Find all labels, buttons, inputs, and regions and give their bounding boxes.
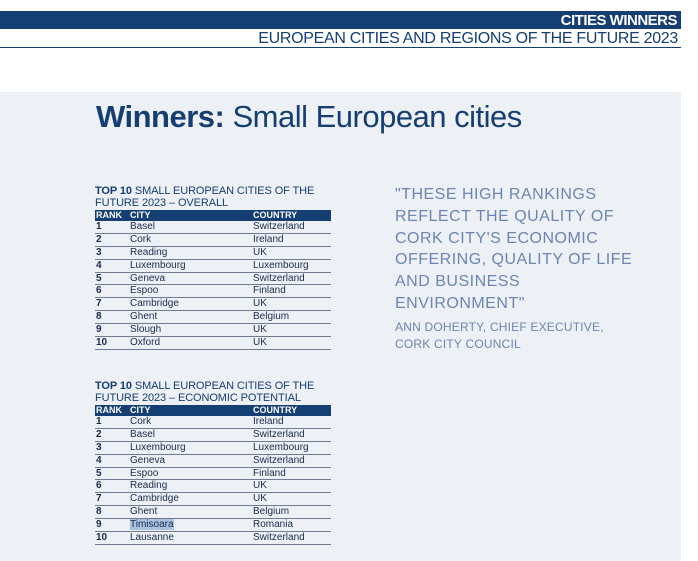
- column-header-rank: RANK: [96, 210, 122, 220]
- rank-cell: [95, 506, 130, 518]
- country-cell: [253, 455, 331, 467]
- city-cell-text: Cork: [130, 416, 152, 427]
- city-cell-text: Cambridge: [130, 493, 179, 505]
- city-cell: [130, 285, 253, 297]
- city-cell: [130, 455, 253, 467]
- country-cell-text: Finland: [253, 285, 286, 297]
- table-header: [95, 210, 331, 221]
- table-title-rest: SMALL EUROPEAN CITIES OF THE FUTURE 2023 – ECONOMIC POTENTIAL: [95, 380, 315, 404]
- country-cell: [253, 429, 331, 441]
- country-cell-text: Luxembourg: [253, 259, 309, 271]
- country-cell: [253, 532, 331, 544]
- rank-cell-text: 3: [96, 441, 102, 453]
- column-header-rank: RANK: [96, 405, 122, 415]
- table-row: [95, 532, 331, 545]
- country-cell-text: UK: [253, 337, 267, 349]
- city-cell-text: Luxembourg: [130, 441, 186, 453]
- country-cell-text: Switzerland: [253, 272, 305, 284]
- table-row: [95, 298, 331, 311]
- rank-cell-text: 4: [96, 259, 102, 271]
- country-cell-text: Belgium: [253, 506, 290, 518]
- column-header-city: CITY: [130, 405, 151, 415]
- country-cell: [253, 480, 331, 492]
- country-cell: [253, 221, 331, 233]
- table-title-rest: SMALL EUROPEAN CITIES OF THE FUTURE 2023 – OVERALL: [95, 185, 315, 209]
- country-cell: [253, 519, 331, 531]
- city-cell-text: Espoo: [130, 467, 159, 479]
- header-title: CITIES WINNERS: [560, 12, 677, 29]
- country-cell: [253, 337, 331, 349]
- pull-quote: "THESE HIGH RANKINGS REFLECT THE QUALITY OF CORK CITY'S ECONOMIC OFFERING, QUALITY OF LIFE AND BUSINESS ENVIRONMENT": [395, 186, 633, 312]
- table-title-bold: TOP 10: [95, 185, 132, 197]
- country-cell-text: UK: [253, 493, 267, 505]
- page-title-light: Small European cities: [232, 99, 522, 134]
- city-cell-text: Timisoara: [130, 519, 174, 531]
- country-cell: [253, 442, 331, 454]
- country-cell: [253, 234, 331, 246]
- rank-cell-text: 1: [96, 221, 102, 232]
- city-cell: [130, 416, 253, 428]
- country-cell-text: Switzerland: [253, 454, 305, 466]
- quote-attribution: ANN DOHERTY, CHIEF EXECUTIVE, CORK CITY COUNCIL: [395, 320, 604, 351]
- table-row: [95, 519, 331, 532]
- rank-cell-text: 7: [96, 493, 102, 505]
- city-cell: [130, 311, 253, 323]
- header-rule: [0, 47, 681, 48]
- rank-cell: [95, 273, 130, 285]
- city-cell-text: Reading: [130, 246, 168, 258]
- rank-cell: [95, 221, 130, 233]
- city-cell-text: Cork: [130, 233, 152, 245]
- country-cell: [253, 468, 331, 480]
- table-row: [95, 493, 331, 506]
- country-cell-text: Belgium: [253, 311, 290, 323]
- country-cell-text: Ireland: [253, 416, 284, 427]
- rank-cell-text: 6: [96, 285, 102, 297]
- city-cell: [130, 273, 253, 285]
- rank-cell: [95, 468, 130, 480]
- table-row: [95, 285, 331, 298]
- table-row: [95, 247, 331, 260]
- city-cell: [130, 468, 253, 480]
- rank-cell: [95, 337, 130, 349]
- city-cell: [130, 532, 253, 544]
- table-row: [95, 416, 331, 429]
- country-cell-text: Switzerland: [253, 221, 305, 232]
- city-cell: [130, 221, 253, 233]
- rank-cell: [95, 442, 130, 454]
- city-cell: [130, 493, 253, 505]
- city-cell-text: Basel: [130, 428, 156, 440]
- country-cell: [253, 416, 331, 428]
- country-cell: [253, 493, 331, 505]
- table-row: [95, 311, 331, 324]
- city-cell: [130, 247, 253, 259]
- table-row: [95, 468, 331, 481]
- city-cell: [130, 429, 253, 441]
- city-cell: [130, 234, 253, 246]
- country-cell-text: Luxembourg: [253, 441, 309, 453]
- rank-cell: [95, 260, 130, 272]
- city-cell-text: Luxembourg: [130, 259, 186, 271]
- city-cell-text: Basel: [130, 221, 156, 232]
- country-cell-text: Romania: [253, 519, 294, 531]
- rank-cell: [95, 480, 130, 492]
- rank-cell: [95, 429, 130, 441]
- country-cell-text: UK: [253, 246, 267, 258]
- rank-cell-text: 3: [96, 246, 102, 258]
- rank-cell: [95, 493, 130, 505]
- country-cell-text: Finland: [253, 467, 286, 479]
- rank-cell-text: 5: [96, 467, 102, 479]
- city-cell-text: Espoo: [130, 285, 159, 297]
- country-cell: [253, 298, 331, 310]
- country-cell: [253, 285, 331, 297]
- city-cell-text: Reading: [130, 480, 168, 492]
- table-title: [95, 381, 331, 404]
- rank-cell-text: 10: [96, 532, 108, 544]
- table-row: [95, 234, 331, 247]
- rank-cell-text: 2: [96, 428, 102, 440]
- column-header-country: COUNTRY: [253, 405, 298, 415]
- rank-cell-text: 6: [96, 480, 102, 492]
- table-row: [95, 429, 331, 442]
- country-cell: [253, 324, 331, 336]
- city-cell-text: Oxford: [130, 337, 161, 349]
- table-title: [95, 186, 331, 209]
- city-cell-text: Ghent: [130, 506, 158, 518]
- page-title: [96, 97, 522, 137]
- country-cell-text: UK: [253, 298, 267, 310]
- table-header: [95, 405, 331, 416]
- rank-cell: [95, 234, 130, 246]
- table-row: [95, 337, 331, 350]
- city-cell: [130, 519, 253, 531]
- table-row: [95, 324, 331, 337]
- city-cell: [130, 442, 253, 454]
- city-cell-text: Cambridge: [130, 298, 179, 310]
- rank-cell-text: 7: [96, 298, 102, 310]
- table-row: [95, 260, 331, 273]
- rank-cell-text: 9: [96, 324, 102, 336]
- country-cell: [253, 311, 331, 323]
- city-cell-text: Slough: [130, 324, 162, 336]
- rank-cell: [95, 247, 130, 259]
- table-row: [95, 506, 331, 519]
- rank-cell-text: 5: [96, 272, 102, 284]
- city-cell: [130, 480, 253, 492]
- rank-cell-text: 4: [96, 454, 102, 466]
- country-cell: [253, 273, 331, 285]
- country-cell-text: Switzerland: [253, 428, 305, 440]
- city-cell-text: Lausanne: [130, 532, 174, 544]
- rank-cell-text: 2: [96, 233, 102, 245]
- city-cell-text: Geneva: [130, 454, 166, 466]
- table-body: [95, 221, 331, 350]
- country-cell: [253, 260, 331, 272]
- rank-cell-text: 9: [96, 519, 102, 531]
- table-row: [95, 273, 331, 286]
- rank-cell: [95, 311, 130, 323]
- rank-cell: [95, 532, 130, 544]
- country-cell-text: Switzerland: [253, 532, 305, 544]
- city-cell: [130, 506, 253, 518]
- country-cell: [253, 247, 331, 259]
- rank-cell: [95, 298, 130, 310]
- country-cell: [253, 506, 331, 518]
- city-cell: [130, 298, 253, 310]
- rank-cell-text: 1: [96, 416, 102, 427]
- header-subtitle: EUROPEAN CITIES AND REGIONS OF THE FUTURE 2023: [258, 30, 678, 47]
- table-title-bold: TOP 10: [95, 380, 132, 392]
- rank-cell: [95, 285, 130, 297]
- country-cell-text: UK: [253, 324, 267, 336]
- rank-cell-text: 8: [96, 506, 102, 518]
- rank-cell-text: 10: [96, 337, 108, 349]
- city-cell: [130, 337, 253, 349]
- city-cell: [130, 260, 253, 272]
- city-cell: [130, 324, 253, 336]
- table-row: [95, 221, 331, 234]
- rank-cell: [95, 416, 130, 428]
- rank-cell: [95, 519, 130, 531]
- table-row: [95, 442, 331, 455]
- rank-cell: [95, 455, 130, 467]
- table-row: [95, 480, 331, 493]
- table-body: [95, 416, 331, 545]
- rank-cell-text: 8: [96, 311, 102, 323]
- table-row: [95, 455, 331, 468]
- table-overall: [95, 186, 331, 350]
- column-header-city: CITY: [130, 210, 151, 220]
- column-header-country: COUNTRY: [253, 210, 298, 220]
- city-cell-text: Ghent: [130, 311, 158, 323]
- city-cell-text: Geneva: [130, 272, 166, 284]
- page-title-bold: Winners:: [96, 99, 225, 134]
- rank-cell: [95, 324, 130, 336]
- country-cell-text: Ireland: [253, 233, 284, 245]
- table-economic-potential: [95, 381, 331, 545]
- country-cell-text: UK: [253, 480, 267, 492]
